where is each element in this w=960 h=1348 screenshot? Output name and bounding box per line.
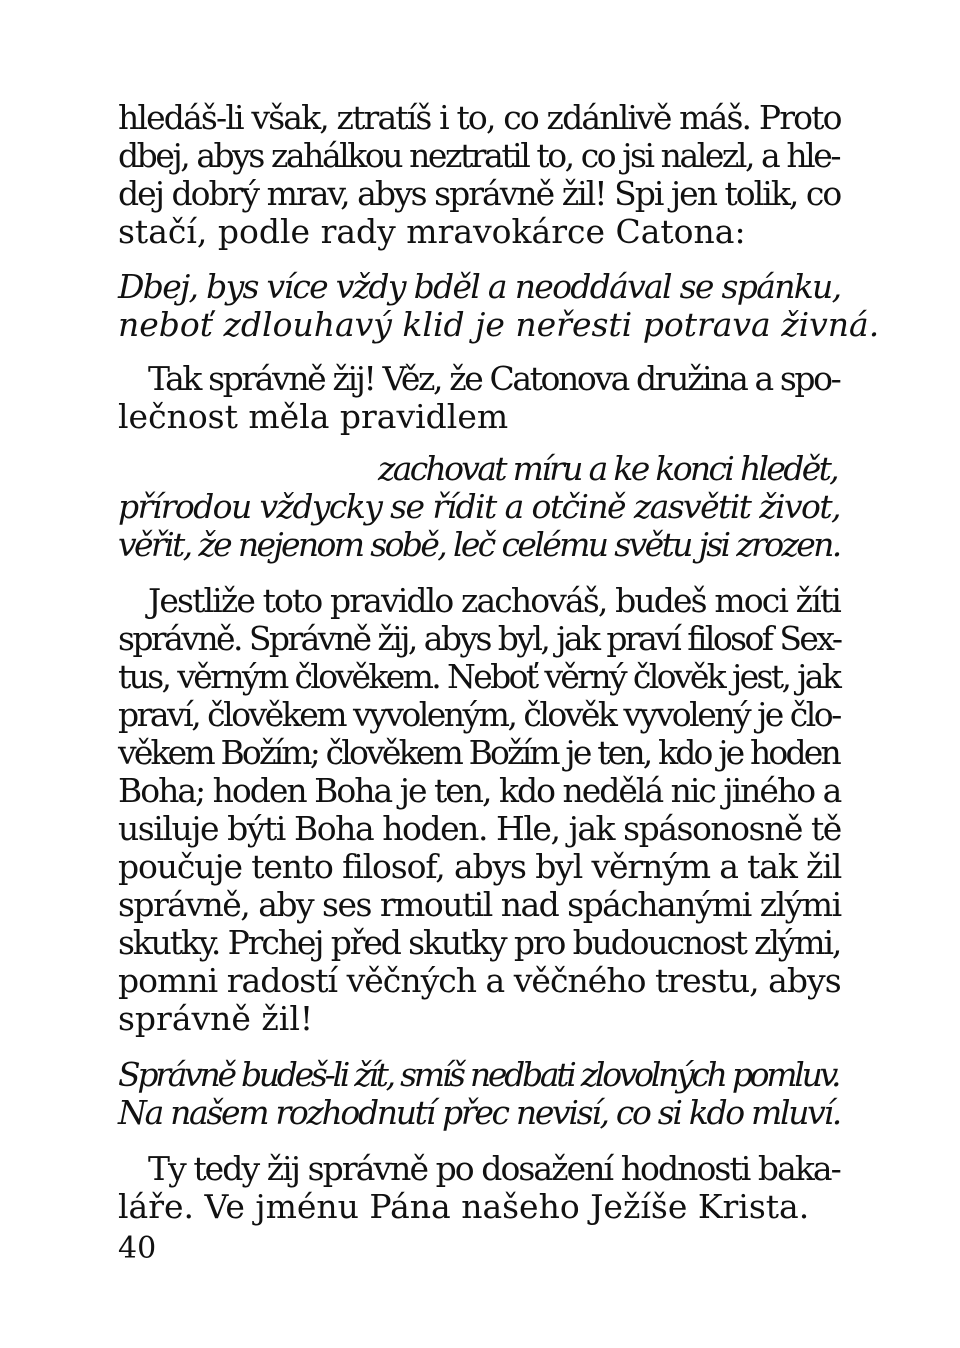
verse-line: Dbej, bys více vždy bděl a neoddával se spánku, xyxy=(118,267,841,306)
text-line: poučuje tento filosof, abys byl věrným a tak žil xyxy=(118,847,842,886)
text-line: hledáš-li však, ztratíš i to, co zdánlivě máš. Proto xyxy=(118,98,841,137)
text-line: pomni radostí věčných a věčného trestu, abys xyxy=(118,961,841,1000)
text-line: tus, věrným člověkem. Neboť věrný člověk jest, jak xyxy=(118,657,840,696)
text-line: skutky. Prchej před skutky pro budoucnost zlými, xyxy=(118,923,841,962)
text-line: Jestliže toto pravidlo zachováš, budeš moci žíti xyxy=(148,581,840,620)
page-number: 40 xyxy=(118,1231,157,1266)
text-line: věkem Božím; člověkem Božím je ten, kdo je hoden xyxy=(118,733,839,772)
text-line: Tak správně žij! Věz, že Catonova družina a spo- xyxy=(148,359,840,398)
text-line: správně, aby ses rmoutil nad spáchanými zlými xyxy=(118,885,841,924)
text-line: Boha; hoden Boha je ten, kdo nedělá nic jiného a xyxy=(118,771,841,810)
text-line: praví, člověkem vyvoleným, člověk vyvolený je člo- xyxy=(118,695,840,734)
verse-line: Správně budeš-li žít, smíš nedbati zlovolných pomluv. xyxy=(118,1055,839,1094)
verse-line: věřit, že nejenom sobě, leč celému světu jsi zrozen. xyxy=(118,525,840,564)
verse-line: zachovat míru a ke konci hledět, xyxy=(378,449,837,488)
verse-line: neboť zdlouhavý klid je neřesti potrava živná. xyxy=(118,305,880,344)
text-line: láře. Ve jménu Pána našeho Ježíše Krista. xyxy=(118,1187,810,1226)
verse-line: přírodou vždycky se řídit a otčině zasvětit život, xyxy=(118,487,840,526)
text-line: Ty tedy žij správně po dosažení hodnosti baka- xyxy=(148,1149,840,1188)
text-line: správně. Správně žij, abys byl, jak praví filosof Sex- xyxy=(118,619,841,658)
text-line: dej dobrý mrav, abys správně žil! Spi jen tolik, co xyxy=(118,174,841,213)
text-line: správně žil! xyxy=(118,999,314,1038)
text-line: lečnost měla pravidlem xyxy=(118,397,509,436)
text-line: usiluje býti Boha hoden. Hle, jak spásonosně tě xyxy=(118,809,841,848)
text-line: stačí, podle rady mravokárce Catona: xyxy=(118,212,746,251)
verse-line: Na našem rozhodnutí přec nevisí, co si kdo mluví. xyxy=(118,1093,840,1132)
text-line: dbej, abys zahálkou neztratil to, co jsi nalezl, a hle- xyxy=(118,136,840,175)
